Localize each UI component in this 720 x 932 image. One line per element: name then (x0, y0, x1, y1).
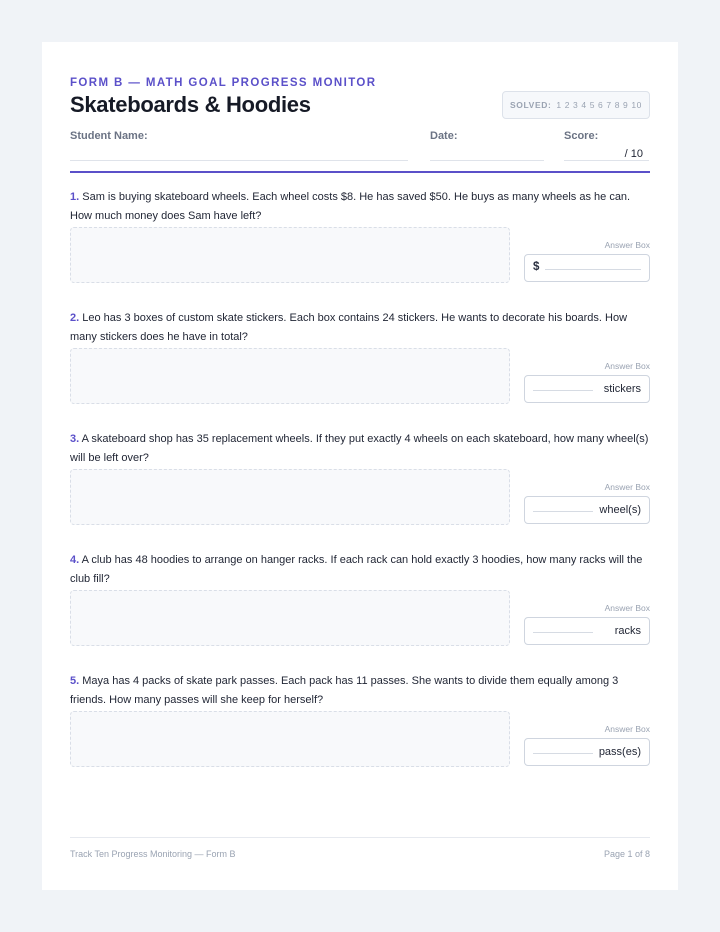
question-number: 1. (70, 191, 80, 203)
question-number: 5. (70, 675, 80, 687)
question-number: 4. (70, 554, 80, 566)
question-body: Maya has 4 packs of skate park passes. Each pack has 11 passes. She wants to divide them equally among 3 friends. How many passes will she keep for herself? (70, 675, 619, 706)
answer-unit: pass(es) (598, 746, 641, 758)
answer-box-label: Answer Box (604, 603, 650, 613)
student-info-fields (70, 130, 650, 174)
question-5 (70, 672, 650, 782)
footer-divider (70, 837, 650, 838)
answer-box-label: Answer Box (604, 361, 650, 371)
question-text (70, 672, 650, 709)
question-body: A club has 48 hoodies to arrange on hanger racks. If each rack can hold exactly 3 hoodies, how many racks will the club fill? (70, 554, 643, 585)
question-2 (70, 309, 650, 419)
work-area[interactable] (70, 711, 510, 767)
date-line[interactable] (430, 160, 544, 161)
answer-box[interactable] (524, 617, 650, 645)
worksheet-page (42, 42, 678, 890)
solved-number: 3 (573, 100, 579, 110)
answer-box[interactable] (524, 375, 650, 403)
student-name-field[interactable] (70, 130, 408, 142)
question-text (70, 430, 650, 467)
answer-box-label: Answer Box (604, 482, 650, 492)
solved-number: 10 (631, 100, 642, 110)
page-number: Page 1 of 8 (603, 849, 650, 859)
answer-line (533, 511, 593, 512)
question-text (70, 188, 650, 225)
date-label: Date: (430, 130, 458, 142)
solved-label: SOLVED: (510, 100, 552, 110)
student-name-label: Student Name: (70, 130, 148, 142)
work-area[interactable] (70, 469, 510, 525)
question-body: Sam is buying skateboard wheels. Each wheel costs $8. He has saved $50. He buys as many wheels as he can. How much money does Sam have left? (70, 191, 631, 222)
solved-number: 6 (598, 100, 604, 110)
answer-box[interactable] (524, 496, 650, 524)
solved-number: 4 (581, 100, 587, 110)
solved-number: 5 (589, 100, 596, 110)
question-body: Leo has 3 boxes of custom skate stickers. Each box contains 24 stickers. He wants to decorate his boards. How many stickers does he have in total? (70, 312, 628, 343)
answer-box[interactable] (524, 254, 650, 282)
answer-line (533, 390, 593, 391)
page-title: Skateboards & Hoodies (70, 92, 311, 117)
question-text (70, 309, 650, 346)
header-divider (70, 171, 650, 173)
question-text (70, 551, 650, 588)
answer-box-label: Answer Box (604, 240, 650, 250)
score-field[interactable] (564, 130, 649, 160)
question-1 (70, 188, 650, 298)
answer-box[interactable] (524, 738, 650, 766)
answer-prefix: $ (533, 261, 540, 273)
question-number: 3. (70, 433, 80, 445)
score-label: Score: (564, 130, 599, 142)
answer-line (545, 269, 641, 270)
answer-line (533, 753, 593, 754)
answer-unit: wheel(s) (599, 504, 641, 516)
form-label: FORM B — MATH GOAL PROGRESS MONITOR (70, 77, 377, 89)
answer-unit: racks (614, 625, 641, 637)
work-area[interactable] (70, 227, 510, 283)
score-line[interactable] (564, 160, 649, 161)
footer-title: Track Ten Progress Monitoring — Form B (70, 849, 236, 859)
score-suffix: / 10 (624, 148, 643, 160)
answer-line (533, 632, 593, 633)
solved-number: 7 (606, 100, 612, 110)
solved-tracker (502, 91, 650, 119)
work-area[interactable] (70, 348, 510, 404)
student-name-line[interactable] (70, 160, 408, 161)
work-area[interactable] (70, 590, 510, 646)
solved-number: 2 (564, 100, 571, 110)
question-body: A skateboard shop has 35 replacement wheels. If they put exactly 4 wheels on each skateboard, how many wheel(s) will be left over? (70, 433, 649, 464)
answer-box-label: Answer Box (604, 724, 650, 734)
question-number: 2. (70, 312, 80, 324)
solved-number: 8 (614, 100, 621, 110)
question-3 (70, 430, 650, 540)
solved-number: 9 (623, 100, 629, 110)
question-4 (70, 551, 650, 661)
date-field[interactable] (430, 130, 544, 142)
solved-number: 1 (556, 100, 562, 110)
answer-unit: stickers (603, 383, 641, 395)
